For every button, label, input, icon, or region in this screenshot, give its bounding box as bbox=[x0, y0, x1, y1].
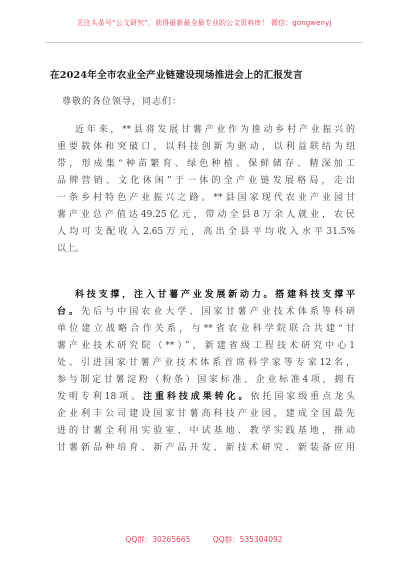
paragraph-text: 先后与中国农业大学、国家甘薯产业技术体系等科研 bbox=[81, 307, 355, 317]
subheading: 注重科技成果转化。 bbox=[143, 392, 251, 402]
paragraph-line: 以上。 bbox=[57, 244, 85, 254]
paragraph-line: 企业利丰公司建设国家甘薯高科技产业园，建成全国最先 bbox=[57, 409, 355, 419]
paragraph-line: 薯产业总产值达49.25亿元，带动全县8万余人就业，农民 bbox=[57, 210, 355, 220]
paragraph-intro bbox=[57, 122, 355, 258]
paragraph-line: 甘薯新品种培育、新产品开发、新技术研究、新装备应用 bbox=[57, 443, 355, 453]
paragraph-line: 重要载体和突破口，以科技创新为驱动，以利益联结为纽 bbox=[57, 142, 355, 152]
paragraph-text: 发明专利18项。 bbox=[57, 392, 144, 402]
heading-continuation: 台。 bbox=[57, 307, 82, 317]
paragraph-line: 单位建立战略合作关系，与**省农业科学院联合共建“甘 bbox=[57, 324, 355, 334]
footer-qq-group-2: QQ群：535304092 bbox=[212, 535, 283, 544]
header-divider bbox=[45, 42, 363, 43]
paragraph-line: 人均可支配收入2.65万元，高出全县平均收入水平31.5% bbox=[57, 227, 355, 237]
footer-contacts bbox=[0, 534, 408, 545]
salutation: 尊敬的各位领导，同志们： bbox=[62, 97, 183, 107]
paragraph-tech-support bbox=[57, 287, 355, 457]
footer-qq-group-1: QQ群：30265665 bbox=[125, 535, 191, 544]
paragraph-line: 品牌营销、文化休闲”于一体的全产业链发展格局，走出 bbox=[57, 176, 355, 186]
paragraph-line: 近年来，**县将发展甘薯产业作为推动乡村产业振兴的 bbox=[75, 125, 355, 135]
paragraph-line: 薯产业技术研究院（**）”，新建省级工程技术研究中心1 bbox=[57, 341, 355, 351]
paragraph-line bbox=[57, 304, 355, 321]
paragraph-text: 依托国家级重点龙头 bbox=[250, 392, 355, 402]
section-heading: 科技支撑，注入甘薯产业发展新动力。搭建科技支撑平 bbox=[75, 290, 355, 300]
paragraph-line: 处、引进国家甘薯产业技术体系首席科学家等专家12名， bbox=[57, 358, 355, 368]
paragraph-line: 参与制定甘薯淀粉（粉条）国家标准、企业标准4项，拥有 bbox=[57, 375, 355, 385]
document-title: 在2024年全市农业全产业链建设现场推进会上的汇报发言 bbox=[50, 70, 303, 81]
paragraph-line bbox=[57, 389, 355, 406]
paragraph-line: 进的甘薯全利用实验室、中试基地、教学实践基地，推动 bbox=[57, 426, 355, 436]
paragraph-line: 带，形成集“种苗繁育、绿色种植、保鲜储存、精深加工 bbox=[57, 159, 355, 169]
header-banner: 关注头条号“公文研究”，获得最新最全最专业的公文资料库！ 微信：gongwenyj bbox=[76, 19, 332, 27]
paragraph-line: 一条乡村特色产业振兴之路。**县国家现代农业产业园甘 bbox=[57, 193, 355, 203]
